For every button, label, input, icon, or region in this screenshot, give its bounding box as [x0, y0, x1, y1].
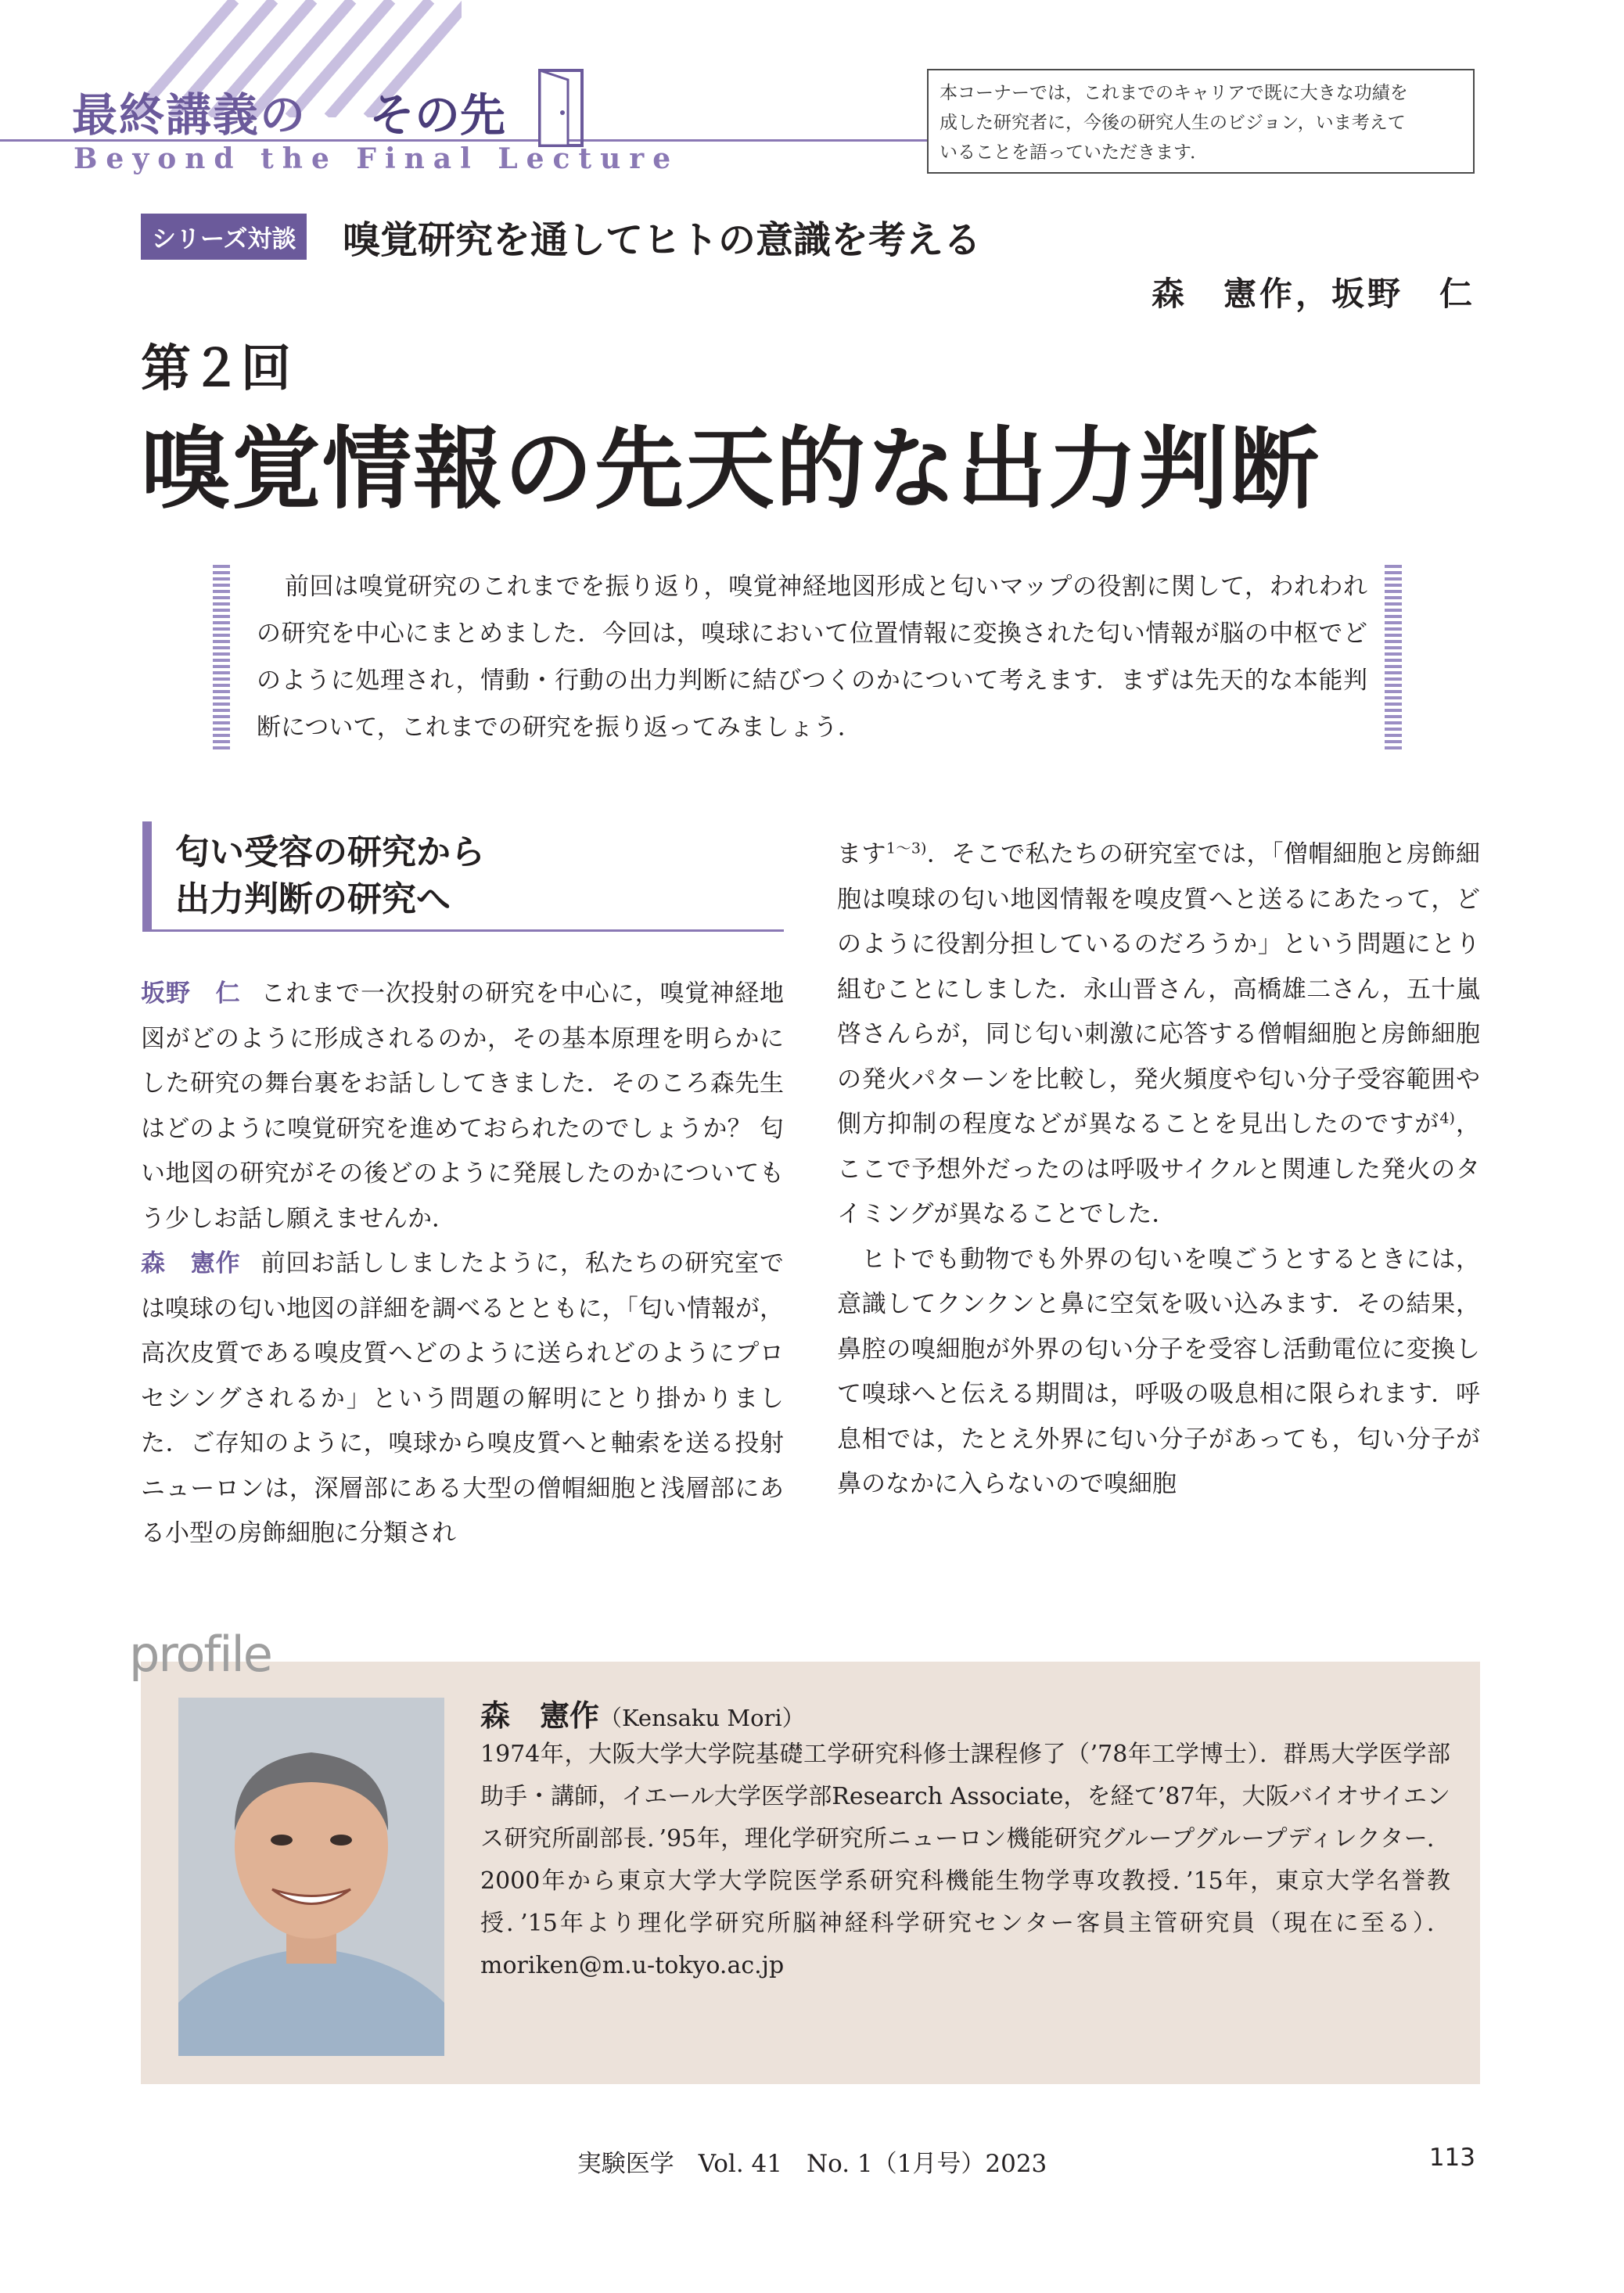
- series-title: 最終講義の: [72, 88, 307, 142]
- lead-bar-right: [1385, 565, 1402, 749]
- portrait-image: [178, 1698, 444, 2056]
- section-heading-line: 出力判断の研究へ: [175, 879, 451, 919]
- section-heading-line: 匂い受容の研究から: [175, 832, 485, 872]
- citation: 4): [1439, 1109, 1455, 1127]
- section-heading-bar: [142, 821, 152, 931]
- corner-intro-line: いることを語っていただきます．: [940, 142, 1209, 163]
- profile-name: [480, 1691, 805, 1734]
- dialogue-paragraph: ヒトでも動物でも外界の匂いを嗅ごうとするときには，意識してクンクンと鼻に空気を吸い込みます．その結果，鼻腔の嗅細胞が外界の匂い分子を受容し活動電位に変換して嗅球へと伝える期間は，呼吸の吸息相に限られます．呼息相では，たとえ外界に匂い分子があっても，匂い分子が鼻のなかに入らないので嗅細胞: [837, 1245, 1480, 1498]
- footer-journal: 実験医学 Vol. 41 No. 1（1月号）2023: [577, 2150, 1047, 2178]
- series-tag: シリーズ対談: [141, 214, 307, 260]
- article-title: 嗅覚情報の先天的な出力判断: [141, 417, 1321, 521]
- body-column-left: [141, 972, 784, 1557]
- series-title-accent: その先: [369, 88, 506, 142]
- dialogue-paragraph: [141, 972, 784, 1242]
- profile-name-en: （Kensaku Mori）: [599, 1705, 805, 1731]
- profile-label: profile: [129, 1626, 271, 1683]
- series-name: 嗅覚研究を通してヒトの意識を考える: [343, 218, 982, 262]
- lead-paragraph: 前回は嗅覚研究のこれまでを振り返り，嗅覚神経地図形成と匂いマップの役割に関して，われわれの研究を中心にまとめました．今回は，嗅球において位置情報に変換された匂い情報が脳の中枢でどのように処理され，情動・行動の出力判断に結びつくのかについて考えます．まずは先天的な本能判断について，これまでの研究を振り返ってみましょう．: [257, 573, 1367, 742]
- dialogue-paragraph: [141, 1242, 784, 1557]
- episode-number: 第２回: [141, 340, 291, 398]
- lead-bar-left: [213, 565, 230, 749]
- paragraph-text: これまで一次投射の研究を中心に，嗅覚神経地図がどのように形成されるのか，その基本原理を明らかにした研究の舞台裏をお話ししてきました．そのころ森先生はどのように嗅覚研究を進めておられたのでしょうか？ 匂い地図の研究がその後どのように発展したのかについてもう少しお話し願えませんか．: [141, 979, 784, 1233]
- corner-intro-line: 本コーナーでは，これまでのキャリアで既に大きな功績を: [940, 83, 1408, 103]
- corner-intro-line: 成した研究者に，今後の研究人生のビジョン，いま考えて: [940, 113, 1406, 133]
- paragraph-text: ．そこで私たちの研究室では，「僧帽細胞と房飾細胞は嗅球の匂い地図情報を嗅皮質へと送るにあたって，どのように役割分担しているのだろうか」という問題にとり組むことにしました．永山晋さん，高橋雄二さん，五十嵐啓さんらが，同じ匂い刺激に応答する僧帽細胞と房飾細胞の発火パターンを比較し，発火頻度や匂い分子受容範囲や側方抑制の程度などが異なることを見出したのですが: [837, 840, 1481, 1138]
- dialogue-paragraph: [837, 832, 1480, 1238]
- authors: 森 憲作，坂野 仁: [1151, 275, 1475, 313]
- paragraph-text: ，ここで予想外だったのは呼吸サイクルと関連した発火のタイミングが異なることでした．: [837, 1110, 1481, 1228]
- body-column-right: [837, 832, 1480, 1508]
- profile-bio: 1974年，大阪大学大学院基礎工学研究科修士課程修了（’78年工学博士）．群馬大学医学部助手・講師，イエール大学医学部Research Associate，を経て’87年，大阪バイオサイエンス研究所副部長．’95年，理化学研究所ニューロン機能研究グループグループディレクター．2000年から東京大学大学院医学系研究科機能生物学専攻教授．’15年，東京大学名誉教授．’15年より理化学研究所脳神経科学研究センター客員主管研究員（現在に至る）．moriken@m.u-tokyo.ac.jp: [480, 1741, 1450, 1979]
- section-heading-rule: [142, 929, 784, 932]
- series-subtitle: Beyond the Final Lecture: [74, 142, 680, 175]
- speaker-name: 森 憲作: [141, 1249, 241, 1278]
- paragraph-text: ます: [837, 840, 886, 868]
- citation: 1〜3): [886, 839, 927, 857]
- section-heading: [175, 829, 485, 923]
- author-photo: [178, 1698, 444, 2056]
- paragraph-text: 前回お話ししましたように，私たちの研究室では嗅球の匂い地図の詳細を調べるとともに，「匂い情報が，高次皮質である嗅皮質へどのように送られどのようにプロセシングされるか」という問題の解明にとり掛かりました．ご存知のように，嗅球から嗅皮質へと軸索を送る投射ニューロンは，深層部にある大型の僧帽細胞と浅層部にある小型の房飾細胞に分類され: [141, 1249, 784, 1547]
- door-icon: [537, 67, 585, 149]
- speaker-name: 坂野 仁: [141, 979, 241, 1008]
- profile-name-ja: 森 憲作: [480, 1698, 600, 1733]
- corner-intro-box: [927, 69, 1475, 174]
- page-number: 113: [1428, 2144, 1475, 2172]
